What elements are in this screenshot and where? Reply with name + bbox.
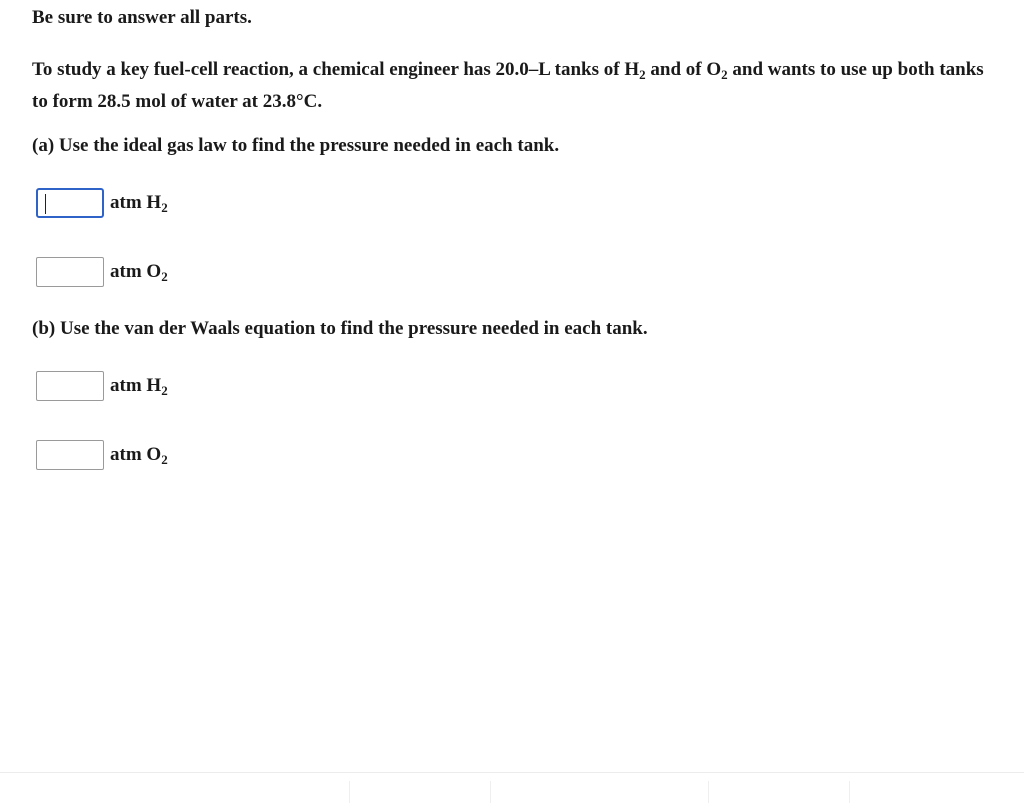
part-b-o2-unit-subscript: 2 <box>161 452 168 467</box>
problem-text-part-1: To study a key fuel-cell reaction, a chemical engineer has 20.0–L tanks of H <box>32 59 640 80</box>
part-a-h2-input[interactable] <box>36 188 104 218</box>
part-b-h2-answer-row <box>36 371 168 401</box>
toolbar-divider <box>490 781 491 803</box>
problem-statement <box>32 54 992 118</box>
part-b-o2-unit <box>110 444 168 466</box>
problem-subscript-1: 2 <box>639 67 646 82</box>
part-b-h2-unit-text: atm H <box>110 375 162 396</box>
part-a-h2-unit-text: atm H <box>110 192 162 213</box>
instructions-text: Be sure to answer all parts. <box>32 7 252 28</box>
part-a-o2-answer-row <box>36 257 168 287</box>
toolbar-divider <box>849 781 850 803</box>
part-a-o2-unit <box>110 261 168 283</box>
bottom-toolbar <box>0 772 1024 804</box>
part-b-o2-input[interactable] <box>36 440 104 470</box>
toolbar-divider <box>708 781 709 803</box>
part-a-o2-unit-subscript: 2 <box>161 269 168 284</box>
part-b-h2-input[interactable] <box>36 371 104 401</box>
problem-text-part-2: and of O <box>645 59 722 80</box>
part-a-o2-input[interactable] <box>36 257 104 287</box>
toolbar-divider <box>349 781 350 803</box>
part-a-prompt: (a) Use the ideal gas law to find the pressure needed in each tank. <box>32 135 560 156</box>
problem-text-part-3: and wants to use up both tanks to form 28.5 mol of water at 23.8°C. <box>32 59 984 112</box>
part-a-o2-unit-text: atm O <box>110 261 162 282</box>
part-b-o2-unit-text: atm O <box>110 444 162 465</box>
part-a-h2-unit <box>110 192 168 214</box>
part-b-prompt: (b) Use the van der Waals equation to find the pressure needed in each tank. <box>32 318 648 339</box>
part-b-h2-unit-subscript: 2 <box>161 383 168 398</box>
part-b-o2-answer-row <box>36 440 168 470</box>
part-b-h2-unit <box>110 375 168 397</box>
part-a-h2-answer-row <box>36 188 168 218</box>
problem-subscript-2: 2 <box>721 67 728 82</box>
part-a-h2-unit-subscript: 2 <box>161 200 168 215</box>
